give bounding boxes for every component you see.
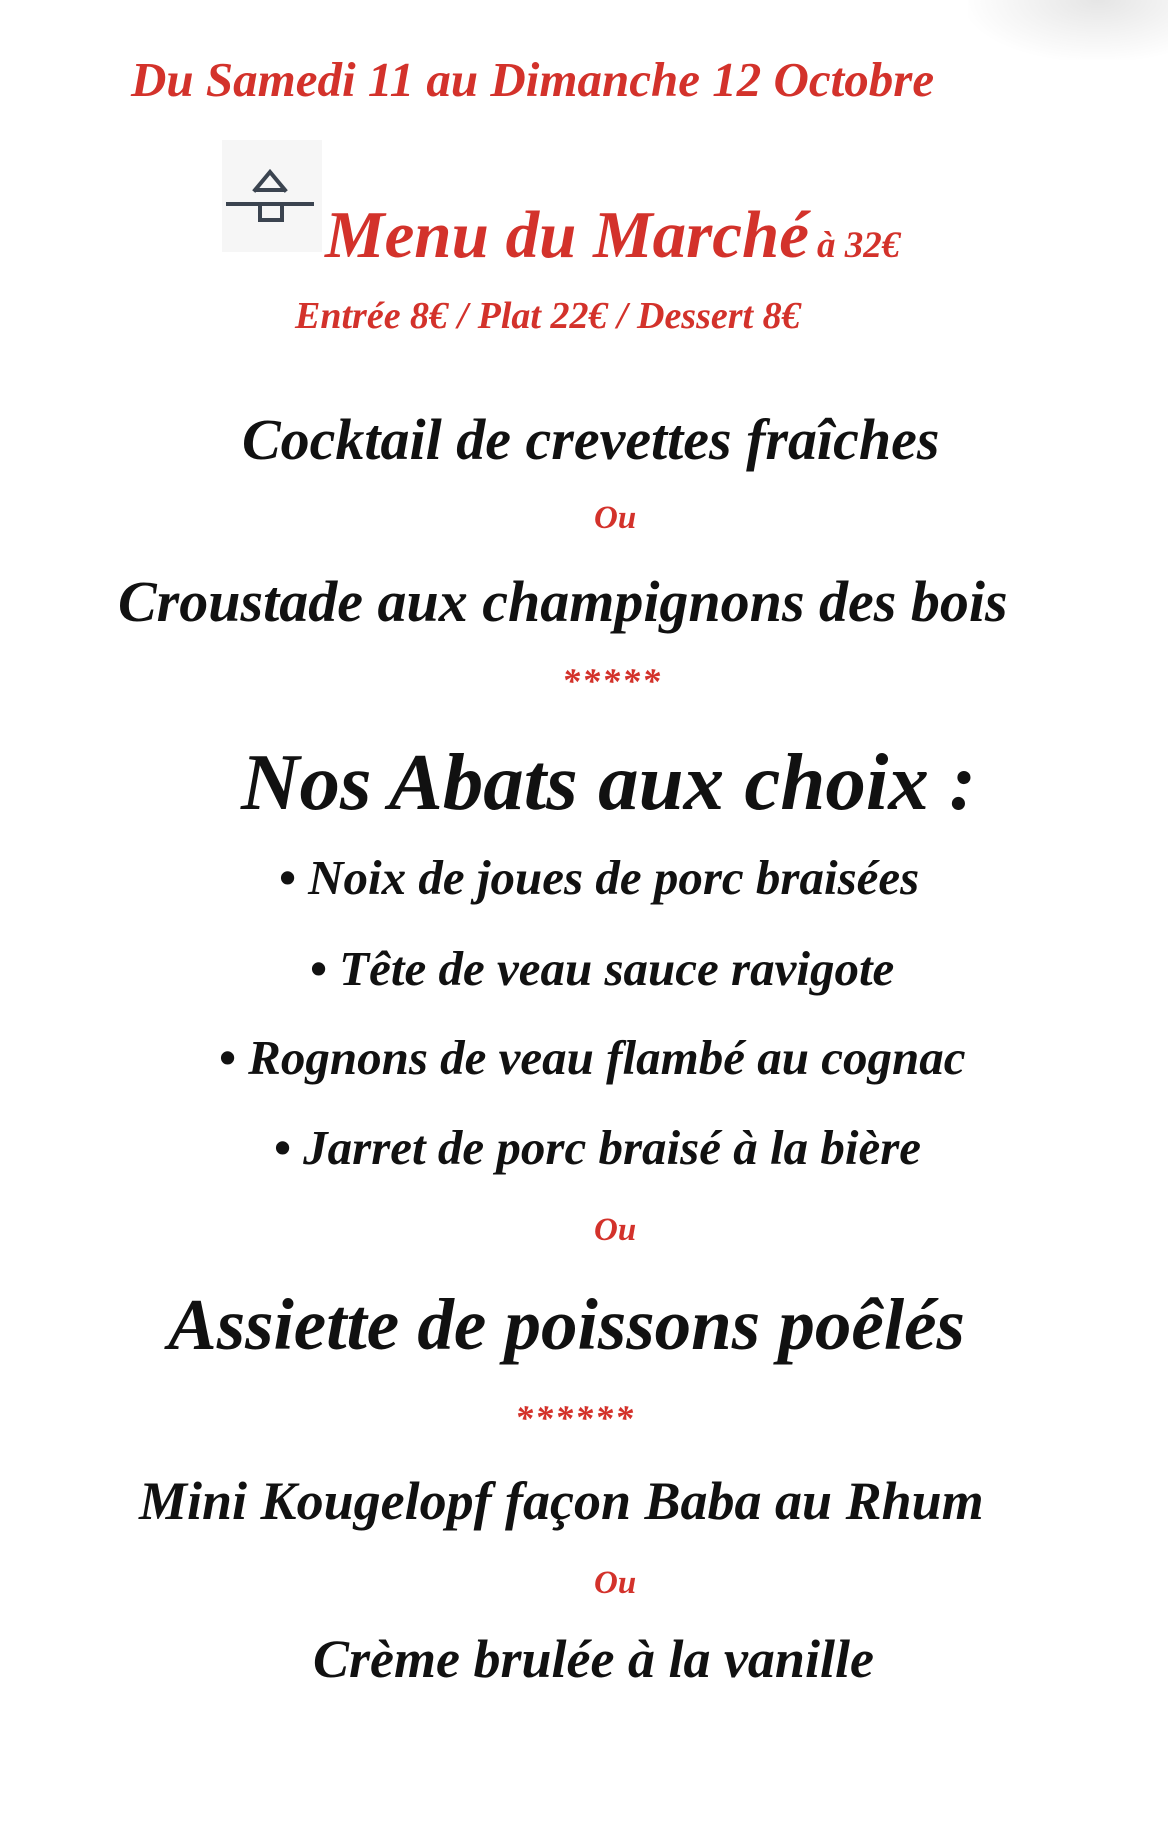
list-item-label: Jarret de porc braisé à la bière bbox=[303, 1120, 922, 1175]
list-item bbox=[279, 850, 920, 905]
mains-heading: Nos Abats aux choix : bbox=[241, 737, 977, 827]
mains-alternative: Assiette de poissons poêlés bbox=[168, 1284, 965, 1365]
date-range: Du Samedi 11 au Dimanche 12 Octobre bbox=[131, 52, 935, 107]
dessert-option-2: Crème brulée à la vanille bbox=[313, 1629, 874, 1689]
list-item bbox=[274, 1120, 922, 1175]
dessert-option-1: Mini Kougelopf façon Baba au Rhum bbox=[139, 1471, 984, 1531]
logo bbox=[222, 140, 322, 252]
dessert-or-label: Ou bbox=[594, 1565, 637, 1601]
mains-separator: ****** bbox=[515, 1398, 635, 1438]
list-item bbox=[310, 941, 895, 996]
house-icon bbox=[222, 140, 322, 252]
starter-or-label: Ou bbox=[594, 500, 637, 536]
bullet: • bbox=[219, 1030, 237, 1085]
page-corner-shadow bbox=[968, 0, 1168, 60]
list-item-label: Rognons de veau flambé au cognac bbox=[248, 1030, 966, 1085]
list-item-label: Tête de veau sauce ravigote bbox=[339, 941, 895, 996]
bullet: • bbox=[279, 850, 297, 905]
list-item-label: Noix de joues de porc braisées bbox=[308, 850, 920, 905]
starter-separator: ***** bbox=[562, 661, 662, 701]
menu-title-line bbox=[325, 198, 901, 272]
list-item bbox=[219, 1030, 966, 1085]
price-breakdown: Entrée 8€ / Plat 22€ / Dessert 8€ bbox=[295, 295, 801, 337]
menu-title: Menu du Marché bbox=[325, 198, 809, 272]
starter-option-1: Cocktail de crevettes fraîches bbox=[242, 407, 940, 472]
starter-option-2: Croustade aux champignons des bois bbox=[118, 569, 1008, 634]
mains-or-label: Ou bbox=[594, 1212, 637, 1248]
menu-price: à 32€ bbox=[816, 225, 901, 266]
bullet: • bbox=[310, 941, 328, 996]
bullet: • bbox=[274, 1120, 292, 1175]
